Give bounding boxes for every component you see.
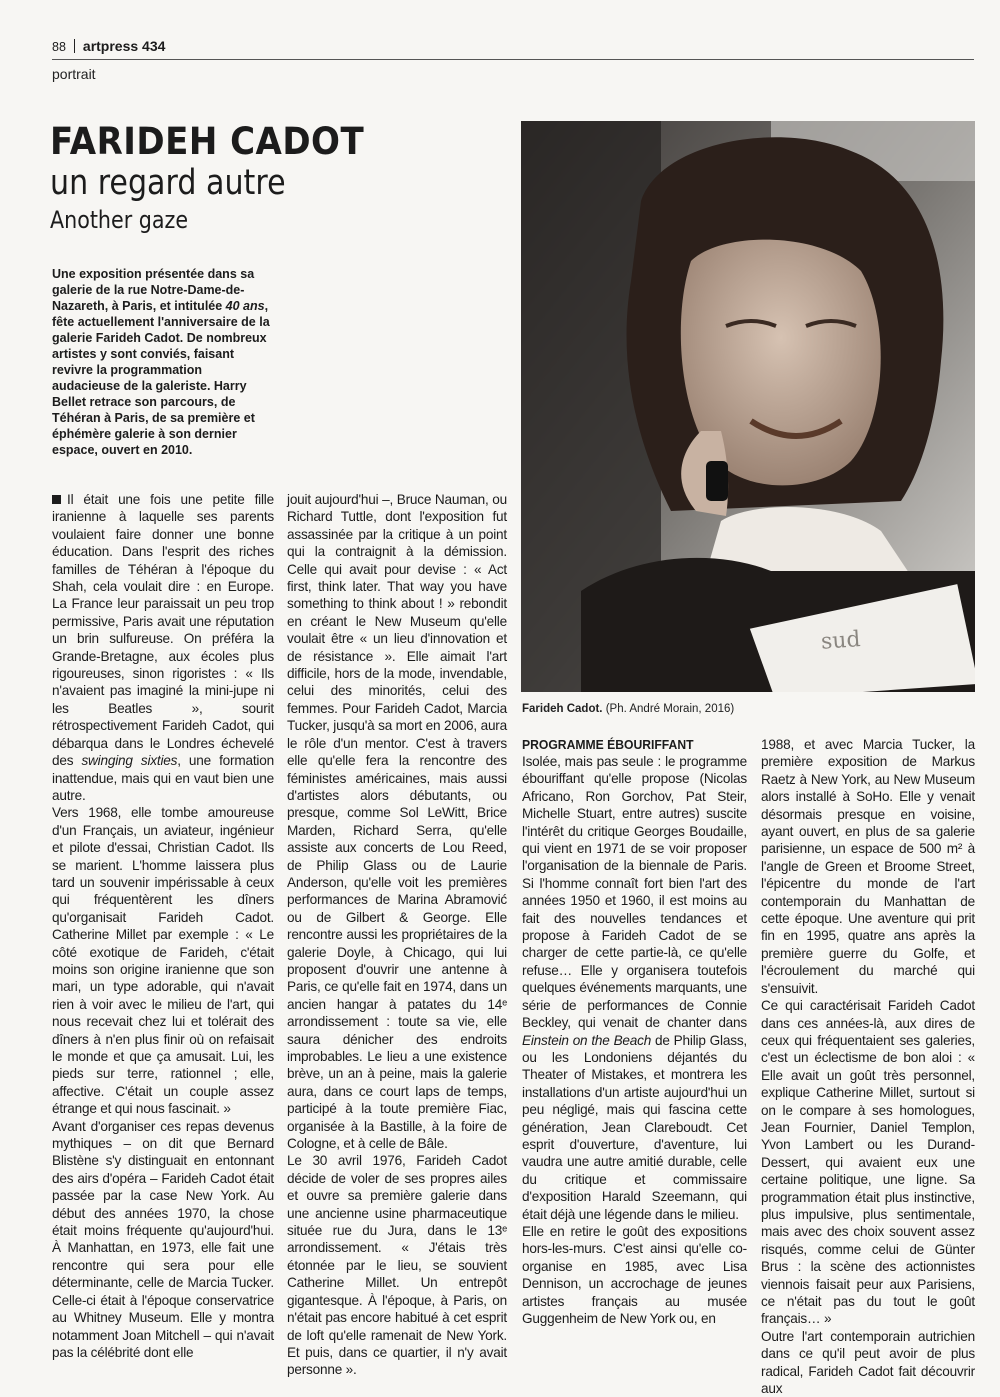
- article-column-3: [522, 736, 747, 1327]
- paragraph: Outre l'art contemporain autrichien dans ce qu'il peut avoir de plus radical, Farideh Cadot fait découvrir aux: [761, 1328, 975, 1397]
- photo-caption: Farideh Cadot. (Ph. André Morain, 2016): [522, 703, 735, 715]
- article-column-2: [287, 491, 507, 1379]
- paragraph: jouit aujourd'hui –, Bruce Nauman, ou Richard Tuttle, dont l'exposition fut assassinée par la critique à un point qui la contraignit à la démission. Celle qui avait pour devise : « Act first, think later. That way you have something to think about ! » rebondit en créant le New Museum qu'elle voulait être « un lieu d'innovation et de résistance ». Elle aimait l'art difficile, hors de la mode, invendable, celui des minorités, celui des femmes. Pour Farideh Cadot, Marcia Tucker, jusqu'à sa mort en 2006, aura le rôle d'un mentor. C'est à travers elle qu'elle fera la rencontre des féministes américaines, mais aussi d'artistes alors débutants, ou presque, comme Sol LeWitt, Brice Marden, Richard Serra, qu'elle assiste aux concerts de Lou Reed, de Philip Glass ou de Laurie Anderson, qu'elle voit les premières performances de Marina Abramović ou de Gilbert & George. Elle rencontre aussi les propriétaires de la galerie Doyle, à Chicago, qui lui proposent d'ouvrir une antenne à Paris, ce qu'elle fait en 1974, dans un ancien hangar à patates du 14ᵉ arrondissement : toute sa vie, elle saura dénicher des endroits improbables. Le lieu a une existence brève, un an à peine, mais la galerie aura, dans ce court laps de temps, participé à la toute première Fiac, organisée à la Bastille, à la foire de Cologne, et à celle de Bâle.: [287, 492, 507, 1152]
- article-column-4: [761, 736, 975, 1397]
- portrait-photo: [521, 121, 975, 692]
- intro-paragraph: Une exposition présentée dans sa galerie de la rue Notre-Dame-de-Nazareth, à Paris, et intitulée 40 ans, fête actuellement l'anniversaire de la galerie Farideh Cadot. De nombreux artistes y sont conviés, faisant revivre la programmation audacieuse de la galeriste. Harry Bellet retrace son parcours, de Téhéran à Paris, de sa première et éphémère galerie à son dernier espace, ouvert en 2010.: [52, 267, 270, 457]
- header-divider: [74, 39, 75, 53]
- paragraph: Elle en retire le goût des expositions hors-les-murs. C'est ainsi qu'elle co-organise en 1985, avec Lisa Dennison, un accrochage de jeunes artistes français au musée Guggenheim de New York ou, en: [522, 1223, 747, 1326]
- portrait-photo-illustration: [521, 121, 975, 692]
- paragraph: Avant d'organiser ces repas devenus mythiques – on dit que Bernard Blistène s'y distinguait en entonnant des airs d'opéra – Farideh Cadot était passée par la case New York. Au début des années 1970, la chose était moins fréquente qu'aujourd'hui. À Manhattan, en 1973, elle fait une rencontre qui sera pour elle déterminante, celle de Marcia Tucker. Celle-ci était à l'époque conservatrice au Whitney Museum. Elle y montra notamment Joan Mitchell – qui n'avait pas la célébrité dont elle: [52, 1118, 274, 1360]
- paragraph: Il était une fois une petite fille iranienne à laquelle ses parents voulaient faire donner une bonne éducation. Dans l'esprit des riches familles de Téhéran à l'époque du Shah, cela voulait dire : en Europe. La France leur paraissait un peu trop permissive, Paris avait une réputation un brin sulfureuse. On préféra la Grande-Bretagne, aux écoles plus rigoureuses, sinon rigoristes : « Ils n'avaient pas imaginé la mini-jupe ni les Beatles », sourit rétrospectivement Farideh Cadot, qui débarqua dans le Londres échevelé des swinging sixties, une formation inattendue, mais qui en vaut bien une autre.: [52, 492, 274, 803]
- section-label: portrait: [52, 66, 96, 82]
- article-subtitle: un regard autre: [50, 163, 286, 203]
- paragraph: 1988, et avec Marcia Tucker, la première exposition de Markus Raetz à New York, au New Museum alors installé à SoHo. Elle y venait désormais presque en voisine, ayant ouvert, en plus de sa galerie parisienne, un espace de 500 m² à l'angle de Green et Broome Street, l'épicentre du monde de l'art contemporain du Manhattan de cette époque. Une aventure qui prit fin en 1995, quatre ans après la première guerre du Golfe, et l'écroulement du marché qui s'ensuivit.: [761, 737, 975, 996]
- paragraph: Le 30 avril 1976, Farideh Cadot décide de voler de ses propres ailes et ouvre sa première galerie dans une ancienne usine pharmaceutique située rue du Jura, dans le 13ᵉ arrondissement. « J'étais très étonnée par le lieu, se souvient Catherine Millet. Un entrepôt gigantesque. À l'époque, à Paris, on n'était pas encore habitué à cet esprit de loft qu'elle ramenait de New York. Et puis, dans ce quartier, il n'y avait personne ».: [287, 1153, 507, 1378]
- paragraph: Vers 1968, elle tombe amoureuse d'un Français, un aviateur, ingénieur et pilote d'essai, Christian Cadot. Ils se marient. L'homme laissera plus tard un souvenir impérissable à ceux qui fréquentèrent les dîners qu'organisait Farideh Cadot. Catherine Millet par exemple : « Le côté exotique de Farideh, c'était moins son origine iranienne que son mari, un type adorable, qui n'avait rien à voir avec le milieu de l'art, qui nous recevait chez lui et tolérait des dîners à n'en plus finir où on refaisait le monde et que ça amusait. Lui, les pieds sur terre, rationnel ; elle, affective. C'était un couple assez étrange et qui nous fascinait. »: [52, 805, 274, 1117]
- article-subtitle-english: Another gaze: [50, 206, 189, 234]
- paragraph: Ce qui caractérisait Farideh Cadot dans ces années-là, aux dires de ceux qui fréquentaient ses galeries, c'est un éclectisme de bon aloi : « Elle avait un goût très personnel, explique Catherine Millet, surtout si on le compare à ses homologues, Jean Fournier, Daniel Templon, Yvon Lambert ou les Durand-Dessert, qui avaient eux une certaine politique, une ligne. Sa programmation était plus instinctive, plus impulsive, plus sentimentale, mais avec des choix souvent assez risqués, comme celui de Günter Brus : la scène des actionnistes viennois faisait peur aux Parisiens, ce n'était pas du tout le goût français… »: [761, 998, 975, 1327]
- article-title: FARIDEH CADOT: [50, 120, 365, 163]
- start-square-icon: [52, 495, 61, 504]
- header-rule: [52, 59, 974, 60]
- magazine-title: artpress 434: [82, 38, 166, 54]
- card-text: sud: [820, 627, 862, 655]
- article-column-1: [52, 491, 274, 1361]
- page-number: 88: [52, 40, 66, 54]
- section-subhead: PROGRAMME ÉBOURIFFANT: [522, 737, 694, 752]
- paragraph: Isolée, mais pas seule : le programme ébouriffant qu'elle propose (Nicolas Africano, Ron Gorchov, Pat Steir, Michelle Stuart, entre autres) suscite l'intérêt du critique Georges Boudaille, qui vient en 1971 de se voir proposer l'organisation de la biennale de Paris. Si l'homme connaît fort bien l'art des années 1950 et 1960, il est moins au fait des nouvelles tendances et propose à Farideh Cadot de se charger de cette partie-là, ce qu'elle refuse… Elle y organisera toutefois quelques événements marquants, une série de performances de Connie Beckley, qui venait de chanter dans Einstein on the Beach de Philip Glass, ou les Londoniens déjantés du Theater of Mistakes, et montrera les installations d'un artiste aujourd'hui un peu négligé, mais qui fascina cette génération, Jean Clareboudt. Cet esprit d'ouverture, d'aventure, lui vaudra une autre amitié durable, celle du critique et commissaire d'exposition Harald Szeemann, qui était déjà une légende dans le milieu.: [522, 754, 747, 1222]
- running-header: [52, 38, 165, 54]
